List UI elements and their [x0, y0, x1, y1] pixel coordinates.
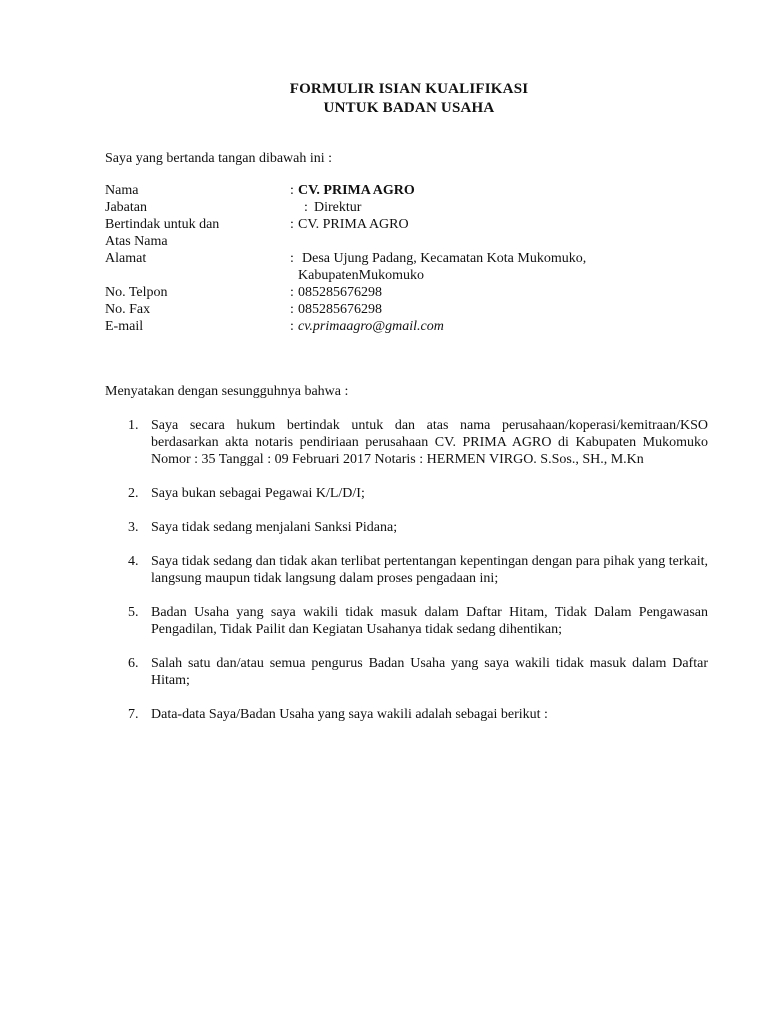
field-colon: :	[290, 302, 294, 317]
intro-text: Saya yang bertanda tangan dibawah ini :	[105, 151, 333, 166]
list-item	[105, 604, 708, 638]
declaration-list	[105, 417, 708, 740]
identity-fields	[105, 182, 665, 335]
list-item	[105, 706, 708, 723]
list-item-number: 7.	[128, 707, 139, 722]
field-value-alamat-line2: KabupatenMukomuko	[298, 268, 424, 283]
statement-text: Menyatakan dengan sesungguhnya bahwa :	[105, 384, 349, 399]
field-row-atas-nama	[105, 233, 665, 250]
field-row-alamat	[105, 250, 665, 267]
list-item	[105, 655, 708, 689]
field-value-jabatan: Direktur	[314, 200, 362, 215]
title-line-2: UNTUK BADAN USAHA	[323, 100, 495, 116]
field-label-atas-nama: Atas Nama	[105, 234, 168, 249]
list-item-text: Saya bukan sebagai Pegawai K/L/D/I;	[151, 486, 365, 501]
field-label-bertindak: Bertindak untuk dan	[105, 217, 220, 232]
field-colon: :	[290, 285, 294, 300]
field-row-email	[105, 318, 665, 335]
field-value-email: cv.primaagro@gmail.com	[298, 319, 444, 334]
field-row-telpon	[105, 284, 665, 301]
field-row-bertindak	[105, 216, 665, 233]
field-value-fax: 085285676298	[298, 302, 382, 317]
field-colon: :	[290, 251, 294, 266]
field-row-nama	[105, 182, 665, 199]
field-label-email: E-mail	[105, 319, 144, 334]
field-row-jabatan	[105, 199, 665, 216]
field-label-telpon: No. Telpon	[105, 285, 168, 300]
field-colon: :	[290, 319, 294, 334]
list-item-number: 5.	[128, 605, 139, 620]
field-value-bertindak: CV. PRIMA AGRO	[298, 217, 409, 232]
field-colon: :	[290, 217, 294, 232]
field-label-fax: No. Fax	[105, 302, 151, 317]
list-item	[105, 485, 708, 502]
title-line-1: FORMULIR ISIAN KUALIFIKASI	[289, 81, 529, 97]
list-item-text: Saya tidak sedang menjalani Sanksi Pidana;	[151, 520, 398, 535]
list-item	[105, 417, 708, 468]
field-colon: :	[290, 183, 294, 198]
list-item-text: Data-data Saya/Badan Usaha yang saya wakili adalah sebagai berikut :	[151, 707, 548, 722]
field-label-alamat: Alamat	[105, 251, 147, 266]
field-colon: :	[304, 200, 308, 215]
field-value-nama: CV. PRIMA AGRO	[298, 183, 415, 198]
list-item-number: 2.	[128, 486, 139, 501]
field-row-alamat-cont	[105, 267, 665, 284]
document-title	[0, 80, 768, 118]
list-item-text: Saya tidak sedang dan tidak akan terlibat pertentangan kepentingan dengan para pihak yang terkait, langsung maupun tidak langsung dalam proses pengadaan ini;	[151, 554, 708, 586]
field-label-jabatan: Jabatan	[105, 200, 147, 215]
list-item	[105, 519, 708, 536]
list-item-text: Salah satu dan/atau semua pengurus Badan Usaha yang saya wakili tidak masuk dalam Daftar Hitam;	[151, 656, 708, 688]
list-item-number: 6.	[128, 656, 139, 671]
list-item-text: Saya secara hukum bertindak untuk dan atas nama perusahaan/koperasi/kemitraan/KSO berdasarkan akta notaris pendiriaan perusahaan CV. PRIMA AGRO di Kabupaten Mukomuko Nomor : 35 Tanggal : 09 Februari 2017 Notaris : HERMEN VIRGO. S.Sos., SH., M.Kn	[151, 418, 708, 467]
list-item-number: 3.	[128, 520, 139, 535]
list-item-number: 1.	[128, 418, 139, 433]
field-label-nama: Nama	[105, 183, 139, 198]
list-item	[105, 553, 708, 587]
list-item-text: Badan Usaha yang saya wakili tidak masuk dalam Daftar Hitam, Tidak Dalam Pengawasan Pengadilan, Tidak Pailit dan Kegiatan Usahanya tidak sedang dihentikan;	[151, 605, 708, 637]
list-item-number: 4.	[128, 554, 139, 569]
field-row-fax	[105, 301, 665, 318]
field-value-telpon: 085285676298	[298, 285, 382, 300]
field-value-alamat: Desa Ujung Padang, Kecamatan Kota Mukomuko,	[302, 251, 587, 266]
